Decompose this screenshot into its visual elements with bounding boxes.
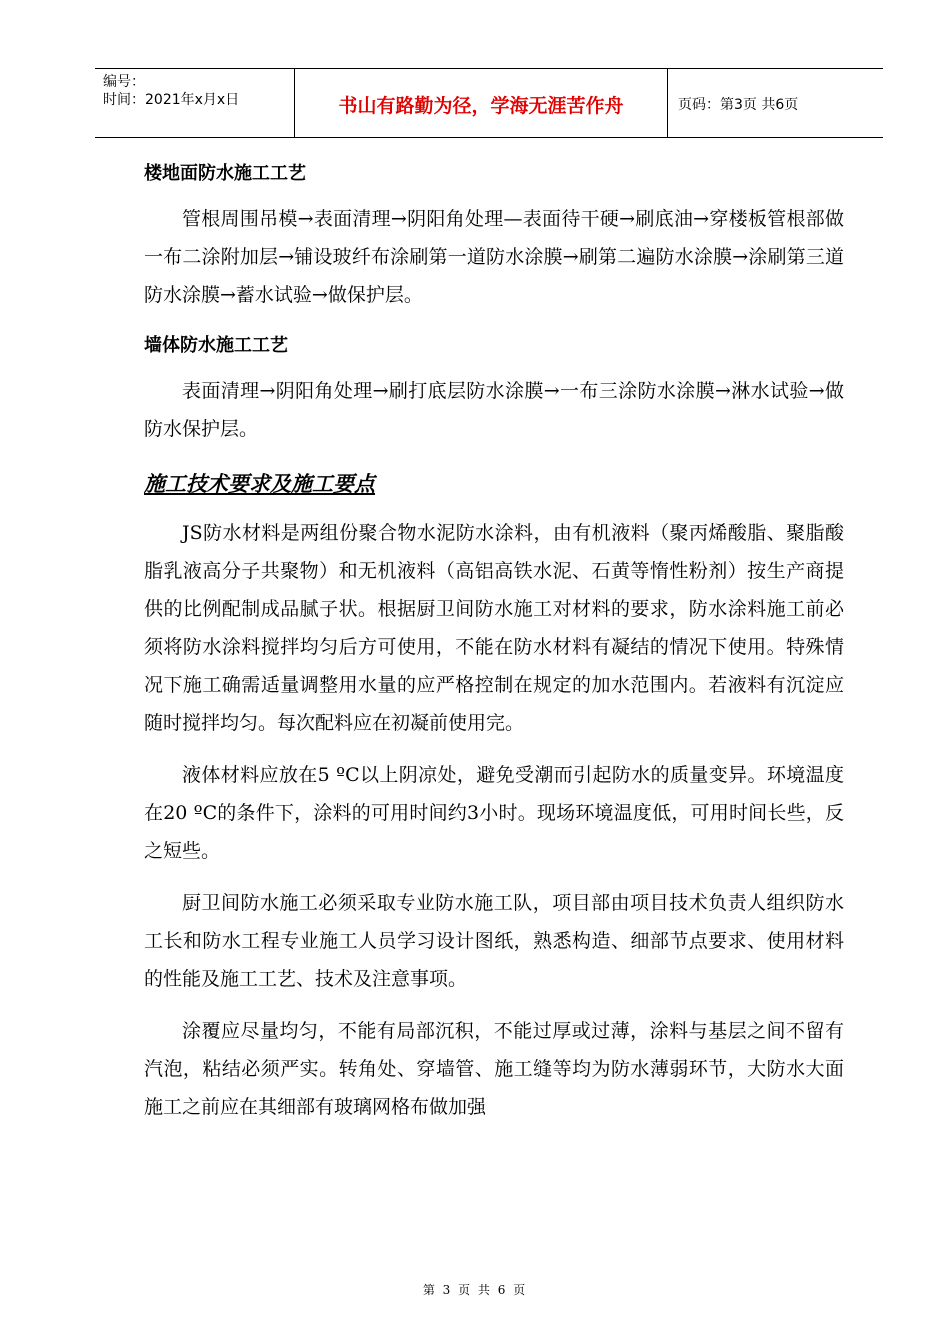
page-footer: 第 3 页 共 6 页 (422, 1283, 528, 1297)
header-meta-cell (95, 69, 295, 137)
document-body (144, 152, 844, 1126)
body-paragraph-4: 涂覆应尽量均匀，不能有局部沉积，不能过厚或过薄，涂料与基层之间不留有汽泡，粘结必须严实。转角处、穿墙管、施工缝等均为防水薄弱环节，大防水大面施工之前应在其细部有玻璃网格布做加强 (144, 1020, 844, 1118)
section-heading-wall: 墙体防水施工工艺 (144, 335, 288, 356)
header-page-info: 页码：第3页 共6页 (678, 97, 799, 113)
document-time-label: 时间：2021年x月x日 (103, 92, 240, 108)
body-paragraph-2: 液体材料应放在5 ºC以上阴凉处，避免受潮而引起防水的质量变异。环境温度在20 ºC的条件下，涂料的可用时间约3小时。现场环境温度低，可用时间长些，反之短些。 (144, 764, 844, 862)
header-page-cell (668, 69, 883, 137)
body-paragraph-1: JS防水材料是两组份聚合物水泥防水涂料，由有机液料（聚丙烯酸脂、聚脂酸脂乳液高分子共聚物）和无机液料（高铝高铁水泥、石黄等惰性粉剂）按生产商提供的比例配制成品腻子状。根据厨卫间防水施工对材料的要求，防水涂料施工前必须将防水涂料搅拌均匀后方可使用，不能在防水材料有凝结的情况下使用。特殊情况下施工确需适量调整用水量的应严格控制在规定的加水范围内。若液料有沉淀应随时搅拌均匀。每次配料应在初凝前使用完。 (144, 522, 844, 734)
section-paragraph-wall: 表面清理→阴阳角处理→刷打底层防水涂膜→一布三涂防水涂膜→淋水试验→做防水保护层。 (144, 380, 844, 440)
section-heading-floor: 楼地面防水施工工艺 (144, 163, 306, 184)
body-paragraph-3: 厨卫间防水施工必须采取专业防水施工队，项目部由项目技术负责人组织防水工长和防水工程专业施工人员学习设计图纸，熟悉构造、细部节点要求、使用材料的性能及施工工艺、技术及注意事项。 (144, 892, 844, 990)
header-motto: 书山有路勤为径，学海无涯苦作舟 (338, 95, 624, 117)
header-motto-cell (295, 69, 668, 137)
document-number-label: 编号： (103, 74, 145, 90)
page-header (95, 68, 883, 138)
section-paragraph-floor: 管根周围吊模→表面清理→阴阳角处理—表面待干硬→刷底油→穿楼板管根部做一布二涂附加层→铺设玻纤布涂刷第一道防水涂膜→刷第二遍防水涂膜→涂刷第三道防水涂膜→蓄水试验→做保护层。 (144, 208, 844, 306)
main-heading: 施工技术要求及施工要点 (144, 472, 375, 496)
